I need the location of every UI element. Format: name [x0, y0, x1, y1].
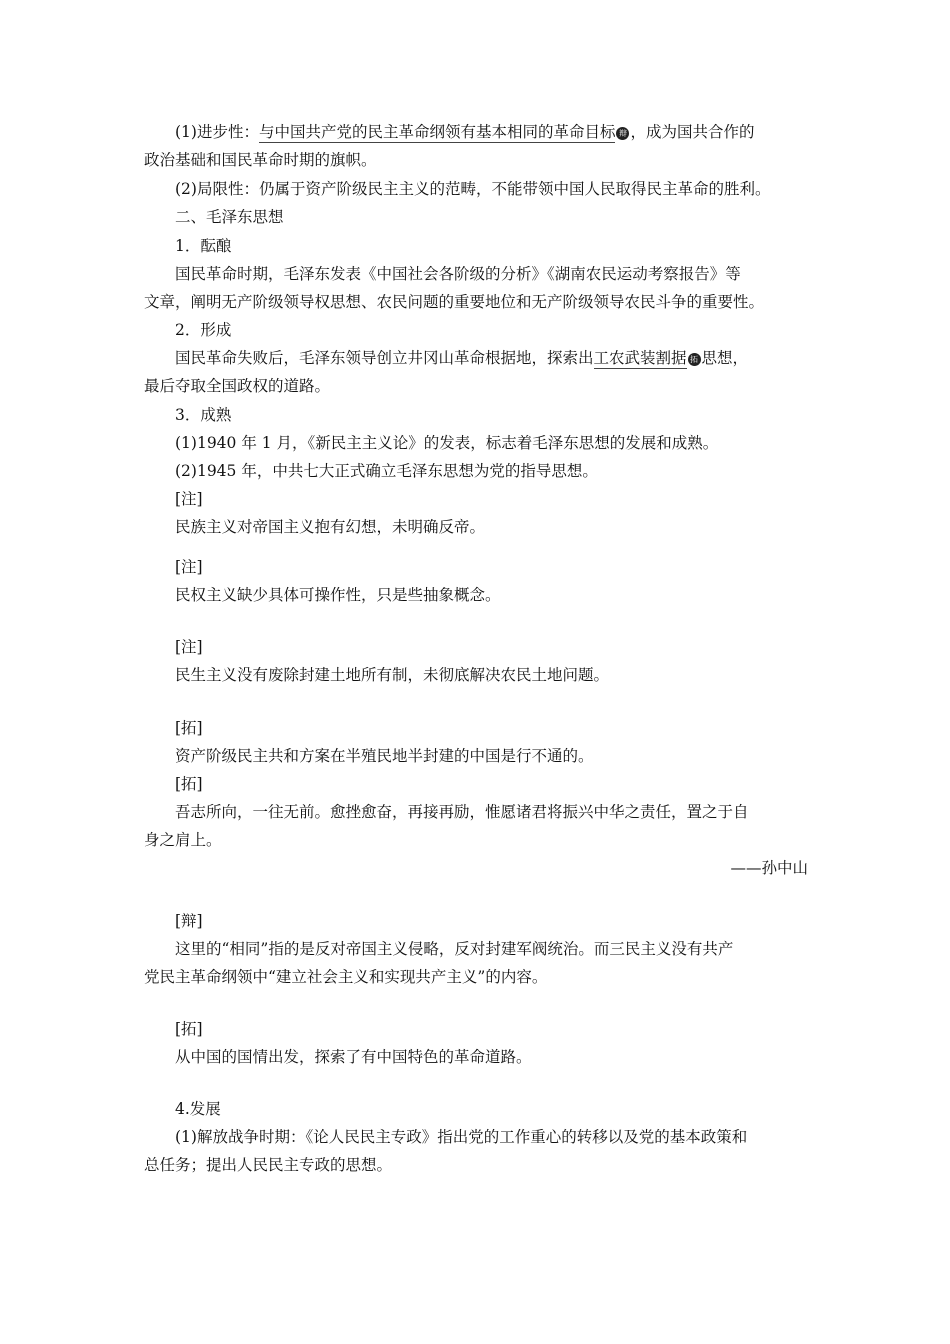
note-text: 民生主义没有废除封建土地所有制，未彻底解决农民土地问题。	[175, 666, 610, 684]
note-tag: [拓]	[175, 775, 203, 793]
limitation-line: (2)局限性：仍属于资产阶级民主主义的范畴，不能带领中国人民取得民主革命的胜利。	[175, 180, 771, 198]
note-tag: [注]	[175, 558, 203, 576]
underlined-text: 工农武装割据	[593, 349, 687, 367]
bian-mark-icon[interactable]: 辩	[616, 127, 629, 140]
note-tag: [拓]	[175, 719, 203, 737]
note-tag: [注]	[175, 490, 203, 508]
subheading-4: 4.发展	[175, 1100, 221, 1118]
text-run: 国民革命失败后，毛泽东领导创立井冈山革命根据地，探索出	[175, 349, 594, 367]
quote-line: 身之肩上。	[144, 831, 222, 849]
note-text: 党民主革命纲领中“建立社会主义和实现共产主义”的内容。	[144, 968, 548, 986]
tuo-mark-icon[interactable]: 拓	[688, 353, 701, 366]
paragraph-line: (2)1945 年，中共七大正式确立毛泽东思想为党的指导思想。	[175, 462, 598, 480]
subheading-1: 1．酝酿	[175, 237, 232, 255]
note-text: 从中国的国情出发，探索了有中国特色的革命道路。	[175, 1048, 532, 1066]
quote-line: 吾志所向，一往无前。愈挫愈奋，再接再励，惟愿诸君将振兴中华之责任，置之于自	[175, 803, 749, 821]
subheading-2: 2．形成	[175, 321, 232, 339]
quote-signature: ——孙中山	[730, 859, 808, 877]
note-tag: [拓]	[175, 1020, 203, 1038]
progressive-label: (1)进步性：	[175, 123, 259, 141]
note-tag: [注]	[175, 638, 203, 656]
paragraph-line: 文章，阐明无产阶级领导权思想、农民问题的重要地位和无产阶级领导农民斗争的重要性。	[144, 293, 765, 311]
note-text: 这里的“相同”指的是反对帝国主义侵略，反对封建军阀统治。而三民主义没有共产	[175, 940, 734, 958]
paragraph-line	[175, 348, 816, 368]
text-run: 思想，	[701, 349, 749, 367]
subheading-3: 3．成熟	[175, 406, 232, 424]
note-text: 资产阶级民主共和方案在半殖民地半封建的中国是行不通的。	[175, 747, 594, 765]
paragraph-line: 国民革命时期，毛泽东发表《中国社会各阶级的分析》《湖南农民运动考察报告》等	[175, 265, 741, 283]
underlined-text: 与中国共产党的民主革命纲领有基本相同的革命目标	[258, 123, 616, 141]
text-run: ，成为国共合作的	[630, 123, 755, 141]
section-heading-mao: 二、毛泽东思想	[175, 208, 284, 226]
note-text: 民族主义对帝国主义抱有幻想，未明确反帝。	[175, 518, 486, 536]
paragraph-line: 总任务；提出人民民主专政的思想。	[144, 1156, 393, 1174]
paragraph-line: 最后夺取全国政权的道路。	[144, 377, 331, 395]
paragraph-line: (1)解放战争时期：《论人民民主专政》指出党的工作重心的转移以及党的基本政策和	[175, 1128, 748, 1146]
progressive-line-2: 政治基础和国民革命时期的旗帜。	[144, 151, 377, 169]
paragraph-line: (1)1940 年 1 月，《新民主主义论》的发表，标志着毛泽东思想的发展和成熟。	[175, 434, 719, 452]
progressive-line-1	[175, 122, 816, 142]
note-tag: [辩]	[175, 912, 203, 930]
note-text: 民权主义缺少具体可操作性，只是些抽象概念。	[175, 586, 501, 604]
